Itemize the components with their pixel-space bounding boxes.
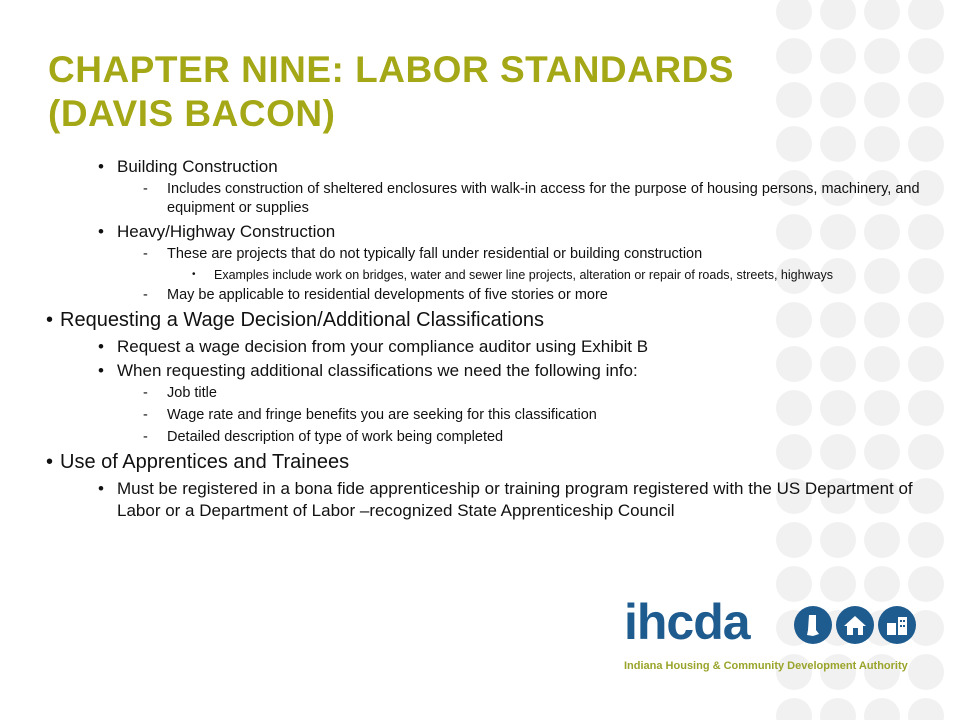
decor-dot xyxy=(908,82,944,118)
decor-dot xyxy=(864,566,900,602)
community-building-icon xyxy=(878,606,916,644)
slide-title xyxy=(48,48,808,136)
bullet-text: Examples include work on bridges, water and sewer line projects, alteration or repair of roads, streets, highways xyxy=(214,268,834,282)
bullet-text: When requesting additional classifications we need the following info: xyxy=(117,361,638,380)
bullet-marker: - xyxy=(143,407,148,423)
bullet-marker: - xyxy=(143,287,148,303)
bullet-item-level-1 xyxy=(46,308,930,332)
bullet-item-level-1 xyxy=(46,450,930,474)
decor-dot xyxy=(864,0,900,30)
bullet-list xyxy=(0,156,930,524)
decor-dot xyxy=(908,522,944,558)
slide-title-line-2: (DAVIS BACON) xyxy=(48,93,336,134)
bullet-marker: - xyxy=(143,181,148,197)
indiana-state-icon xyxy=(794,606,832,644)
bullet-item-level-3 xyxy=(143,245,930,264)
bullet-item-level-3 xyxy=(143,180,930,218)
bullet-marker: • xyxy=(98,337,104,356)
decor-dot xyxy=(776,698,812,720)
decor-dot xyxy=(820,38,856,74)
decor-dot xyxy=(908,566,944,602)
bullet-marker: - xyxy=(143,385,148,401)
bullet-item-level-2 xyxy=(98,336,930,358)
bullet-item-level-2 xyxy=(98,221,930,243)
decor-dot xyxy=(776,522,812,558)
bullet-marker: • xyxy=(98,479,104,498)
bullet-marker: • xyxy=(98,157,104,176)
logo-wordmark: ihcda xyxy=(624,594,750,650)
decor-dot xyxy=(864,698,900,720)
bullet-text: Requesting a Wage Decision/Additional Classifications xyxy=(60,309,544,331)
bullet-text: These are projects that do not typically fall under residential or building construction xyxy=(167,246,703,262)
bullet-item-level-3 xyxy=(143,406,930,425)
bullet-item-level-3 xyxy=(143,384,930,403)
decor-dot xyxy=(864,38,900,74)
bullet-item-level-2 xyxy=(98,478,930,522)
decor-dot xyxy=(908,38,944,74)
decor-dot xyxy=(820,0,856,30)
bullet-marker: - xyxy=(143,246,148,262)
bullet-text: Job title xyxy=(167,385,217,401)
decor-dot xyxy=(776,566,812,602)
bullet-text: Detailed description of type of work being completed xyxy=(167,429,504,445)
decor-dot xyxy=(864,82,900,118)
decor-dot xyxy=(776,0,812,30)
bullet-text: Use of Apprentices and Trainees xyxy=(60,451,350,473)
bullet-marker: • xyxy=(46,451,54,473)
decor-dot xyxy=(820,698,856,720)
bullet-marker: • xyxy=(192,269,196,280)
logo-tagline: Indiana Housing & Community Development Authority xyxy=(624,660,908,672)
bullet-text: Includes construction of sheltered enclosures with walk-in access for the purpose of housing persons, machinery, and equipment or supplies xyxy=(167,181,920,216)
bullet-text: May be applicable to residential developments of five stories or more xyxy=(167,287,608,303)
bullet-item-level-2 xyxy=(98,360,930,382)
bullet-item-level-4 xyxy=(192,267,930,283)
bullet-marker: • xyxy=(98,222,104,241)
slide-title-line-1: CHAPTER NINE: LABOR STANDARDS xyxy=(48,49,734,90)
bullet-item-level-3 xyxy=(143,286,930,305)
decor-dot xyxy=(820,82,856,118)
bullet-text: Wage rate and fringe benefits you are seeking for this classification xyxy=(167,407,597,423)
decor-dot xyxy=(864,522,900,558)
bullet-text: Must be registered in a bona fide apprenticeship or training program registered with the US Department of Labor or a Department of Labor –recognized State Apprenticeship Council xyxy=(117,479,913,520)
bullet-text: Building Construction xyxy=(117,157,278,176)
decor-dot xyxy=(820,522,856,558)
ihcda-logo xyxy=(624,594,914,678)
bullet-text: Heavy/Highway Construction xyxy=(117,222,336,241)
bullet-item-level-3 xyxy=(143,428,930,447)
decor-dot xyxy=(908,0,944,30)
decor-dot xyxy=(908,698,944,720)
decor-dot xyxy=(820,566,856,602)
bullet-marker: • xyxy=(98,361,104,380)
bullet-item-level-2 xyxy=(98,156,930,178)
bullet-marker: - xyxy=(143,429,148,445)
bullet-text: Request a wage decision from your compliance auditor using Exhibit B xyxy=(117,337,649,356)
house-icon xyxy=(836,606,874,644)
bullet-marker: • xyxy=(46,309,54,331)
